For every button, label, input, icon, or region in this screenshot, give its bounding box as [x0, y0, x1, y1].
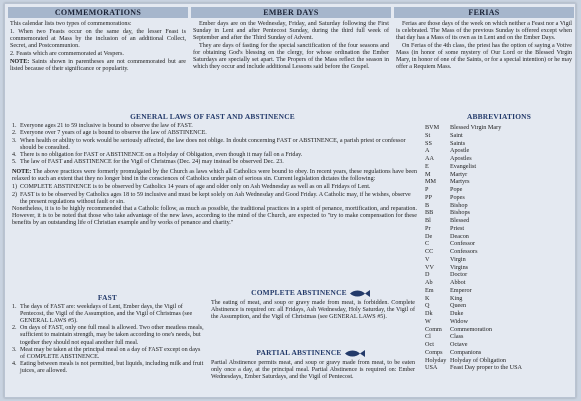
fast-list	[12, 304, 204, 375]
calendar-info-card	[4, 3, 576, 398]
abbreviation-row: PP Popes	[425, 193, 465, 201]
abbreviation-row: SS Saints	[425, 139, 466, 147]
commemorations-item-1: 1. When two Feasts occur on the same day, the lesser Feast is commemorated at Mass by the inclusion of an additional Collect, Secret, and Postcommunion.	[10, 29, 186, 50]
abbreviation-row: M Martyr	[425, 170, 468, 178]
general-law-item: 2. Everyone over 7 years of age is bound to observe the law of ABSTINENCE.	[12, 130, 207, 137]
general-laws-note: NOTE: The above practices were formerly promulgated by the Church as laws which all Catholics were bound to obey. In recent years, these regulations have been relaxed to such an extent that they no longer bind in the consciences of Catholics under pain of serious sin. Current legislation dictates the following:	[12, 169, 417, 183]
current-law-item: 2) FAST is to be observed by Catholics ages 18 to 59 inclusive and must be kept solely on Ash Wednesday and Good Friday. A Catholic may, if he wishes, observe the present regulations without fault or sin.	[12, 191, 411, 205]
general-law-item: 5. The law of FAST and ABSTINENCE for the Vigil of Christmas (Dec. 24) may instead be observed Dec. 23.	[12, 159, 284, 166]
abbreviation-row: Cl Class	[425, 333, 464, 341]
abbreviation-row: Comm Commemoration	[425, 325, 492, 333]
general-law-item: 1. Everyone ages 21 to 59 inclusive is bound to observe the law of FAST.	[12, 123, 193, 129]
fast-item: 1. The days of FAST are: weekdays of Lent, Ember days, the Vigil of Pentecost, the Vigil of the Assumption, and the Vigil of Christmas (see GENERAL LAWS #5).	[12, 304, 193, 325]
fast-section	[12, 304, 204, 375]
abbreviation-row: D Doctor	[425, 271, 468, 279]
commemorations-section	[10, 21, 186, 74]
abbreviation-row: MM Martyrs	[425, 178, 470, 186]
commemorations-item-2: 2. Feasts which are commemorated at Vespers.	[10, 51, 124, 58]
abbreviation-row: B Bishop	[425, 201, 468, 209]
ember-days-section	[193, 21, 389, 72]
complete-abstinence-text: The eating of meat, and soup or gravy made from meat, is forbidden. Complete Abstinence is required on: all Fridays, Ash Wednesday, Holy Saturday, the Vigil of the Assumption, and the Vigil of Christmas (see GENERAL LAWS #5).	[211, 300, 415, 321]
commemorations-note-text: Saints shown in parentheses are not commemorated but are listed because of their significance or popularity.	[10, 59, 186, 73]
commemorations-intro: This calendar lists two types of commemorations:	[10, 21, 132, 27]
partial-abstinence-text: Partial Abstinence permits meat, and soup or gravy made from meat, to be eaten only once a day, at the principal meal. Partial Abstinence is required on: Ember Wednesdays, Ember Saturdays, and the Vigil of Pentecost.	[211, 360, 415, 381]
abbreviation-row: Comps Companions	[425, 348, 482, 356]
ember-days-header: EMBER DAYS	[191, 7, 391, 18]
abbreviation-row: W Widow	[425, 317, 468, 325]
general-law-item: 4. There is no obligation for FAST or ABSTINENCE on a Holyday of Obligation, even though it may fall on a Friday.	[12, 151, 303, 158]
fast-item: 2. On days of FAST, only one full meal is allowed. Two other meatless meals, sufficient to maintain strength, may be taken according to one's needs, but together they should not equal another full meal.	[12, 325, 204, 346]
partial-abstinence-section	[211, 360, 415, 382]
abbreviation-row: Ab Abbot	[425, 279, 466, 286]
general-laws-closing: Nonetheless, it is to be highly recommended that a Catholic follow, as much as possible, the traditional practices in a spirit of penance, mortification, and reparation. However, it is to be noted that those who take advantage of the new laws, according to the mind of the Church, are expected to "try to make compensation for these benefits by an outstanding life of Christian example and by works of penance and charity."	[12, 205, 417, 226]
ember-days-para-2: They are days of fasting for the special sanctification of the four seasons and for obtaining God's blessing on the clergy, for whose ordination the Ember Saturdays are specially set apart. The Propers of the Mass reflect the season in which they occur and include additional Lessons said before the Gospel.	[193, 43, 389, 71]
abbreviation-row: VV Virgins	[425, 263, 469, 271]
commemorations-header: COMMEMORATIONS	[8, 7, 188, 18]
general-laws-title: GENERAL LAWS OF FAST AND ABSTINENCE	[130, 112, 295, 121]
complete-abstinence-title: COMPLETE ABSTINENCE	[211, 289, 411, 298]
abbreviation-row: A Apostle	[425, 147, 470, 155]
commemorations-note	[10, 59, 186, 73]
ember-days-para-1: Ember days are on the Wednesday, Friday, and Saturday following the First Sunday in Lent and after Pentecost Sunday, during the third full week of September and after the Third Sunday of Advent.	[193, 21, 389, 42]
abbreviation-row: P Pope	[425, 186, 463, 193]
general-laws-list	[12, 123, 417, 166]
current-legislation-list	[12, 184, 417, 205]
current-law-item: 1) COMPLETE ABSTINENCE is to be observed by Catholics 14 years of age and older only on Ash Wednesday as well as on all Fridays of Lent.	[12, 184, 371, 191]
abbreviation-row: St Saint	[425, 131, 463, 139]
abbreviation-row: BVM Blessed Virgin Mary	[425, 124, 502, 131]
fish-icon	[344, 349, 366, 358]
ferias-header: FERIAS	[394, 7, 574, 18]
abbreviation-row: CC Confessors	[425, 248, 478, 255]
abbreviations-title: ABBREVIATIONS	[466, 112, 532, 121]
ferias-para-1: Ferias are those days of the week on which neither a Feast nor a Vigil is celebrated. The Mass of the previous Sunday is offered except when that day has a Mass of its own as in Lent and on the Ember Days.	[396, 21, 572, 42]
abbreviation-row: C Confessor	[425, 240, 476, 248]
abbreviations-list	[425, 124, 575, 372]
abbreviation-row: BB Bishops	[425, 209, 470, 217]
abbreviation-row: Em Emperor	[425, 286, 472, 294]
abbreviation-row: Dk Duke	[425, 310, 464, 317]
note-label: NOTE:	[10, 59, 30, 66]
fast-item: 4. Eating between meals is not permitted, but liquids, including milk and fruit juices, are allowed.	[12, 361, 204, 375]
complete-abstinence-section	[211, 300, 415, 322]
fast-item: 3. Meat may be taken at the principal meal on a day of FAST except on days of COMPLETE ABSTINENCE.	[12, 346, 201, 360]
general-law-item: 3. When health or ability to work would be seriously affected, the law does not oblige. In doubt concerning FAST or ABSTINENCE, a parish priest or confessor should be consulted.	[12, 137, 406, 151]
abbreviation-row: AA Apostles	[425, 155, 472, 162]
abbreviation-row: V Virgin	[425, 255, 466, 263]
ferias-section	[396, 21, 572, 72]
abbreviation-row: De Deacon	[425, 232, 469, 240]
abbreviation-row: K King	[425, 294, 463, 302]
general-laws-section	[12, 123, 417, 228]
abbreviation-row: USA Feast Day proper to the USA	[425, 364, 523, 372]
fast-title: FAST	[97, 293, 118, 302]
ferias-para-2: On Ferias of the 4th class, the priest has the option of saying a Votive Mass (in honor of some mystery of Our Lord or the Blessed Virgin Mary, in honor of one of the Saints, or for a special intention) or he may offer a Requiem Mass.	[396, 43, 572, 71]
abbreviation-row: Q Queen	[425, 302, 467, 310]
abbreviation-row: Pr Priest	[425, 224, 465, 232]
abbreviation-row: E Evangelist	[425, 162, 477, 170]
note-label: NOTE:	[12, 169, 32, 176]
abbreviation-row: Bl Blessed	[425, 217, 470, 224]
abbreviation-row: Holyday Holyday of Obligation	[425, 356, 507, 364]
fish-icon	[349, 289, 371, 298]
partial-abstinence-title: PARTIAL ABSTINENCE	[211, 349, 411, 358]
abbreviation-row: Oct Octave	[425, 341, 468, 348]
